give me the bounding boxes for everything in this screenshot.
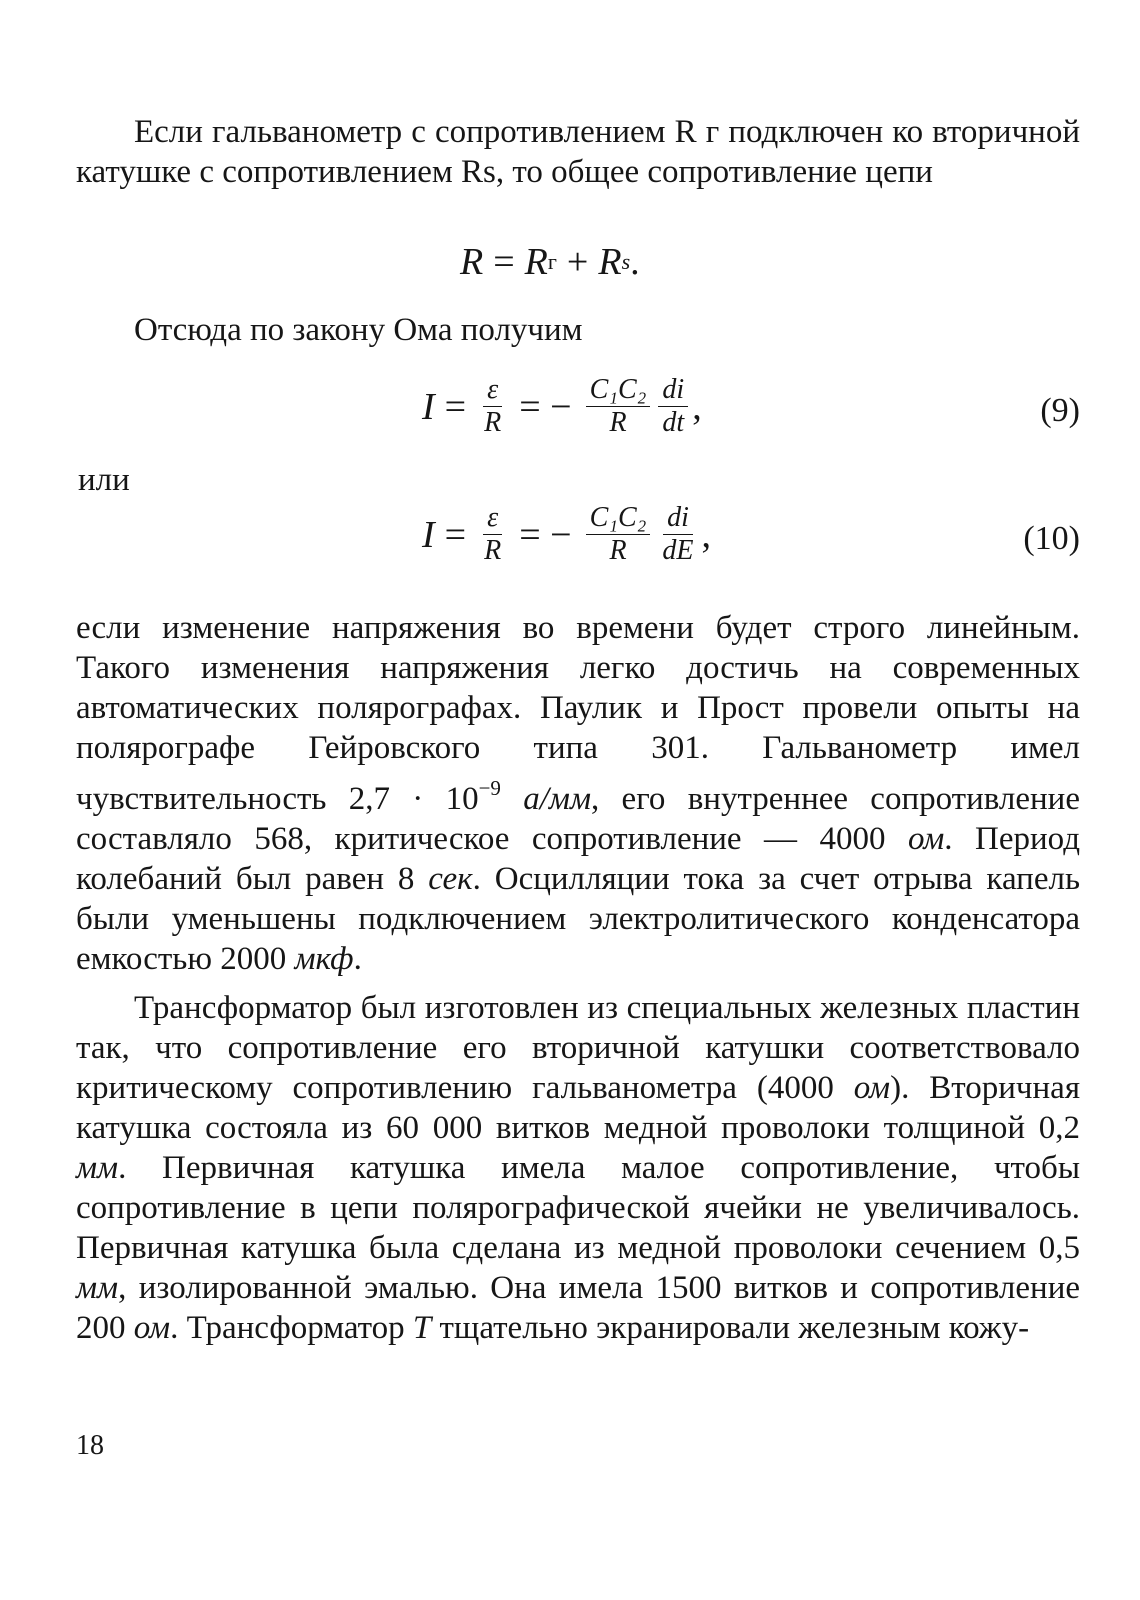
formula-10-frac3-num: di (663, 502, 693, 535)
formula-1-plus: + (566, 241, 589, 283)
formula-9-eq: = (444, 385, 467, 428)
p4-unit-4: ом (133, 1310, 171, 1346)
p3-exponent: −9 (478, 776, 501, 800)
formula-10-frac3-den: dE (662, 535, 694, 566)
p3-part-e: . (353, 941, 362, 977)
formula-10-frac-epsilon (480, 502, 505, 567)
p3-part-b: , его внутреннее сопротивление составляло 568, критическое сопротивление — 4000 (76, 781, 1080, 857)
paragraph-experiment (76, 608, 1080, 979)
page-number: 18 (76, 1430, 104, 1461)
formula-total-resistance (0, 240, 1140, 290)
formula-9-eq2: = − (519, 385, 572, 428)
formula-9-frac-epsilon (480, 374, 505, 439)
equation-number-9: (9) (1040, 392, 1080, 429)
formula-1-lhs: R (460, 241, 484, 283)
formula-1-r1-sub: г (547, 249, 557, 274)
p4-part-e: . Трансформатор (170, 1310, 413, 1346)
p4-part-a: Трансформатор был изготовлен из специальных железных пластин так, что сопротивление его вторичной катушки соответствовало критическому сопротивлению гальванометра (4000 (76, 990, 1080, 1106)
equation-number-10: (10) (1023, 520, 1080, 557)
formula-10-lhs: I (422, 513, 435, 556)
formula-9-frac-c (586, 374, 651, 439)
formula-10-frac1-num: ε (483, 502, 502, 535)
p4-unit-3: мм (76, 1270, 119, 1306)
formula-1-r2: R (598, 241, 622, 283)
formula-9-frac-derivative (658, 374, 688, 439)
formula-9 (0, 370, 1140, 460)
p3-part-a: если изменение напряжения во времени будет строго линейным. Такого изменения напряжения легко достичь на современных автоматических полярографах. Паулик и Прост провели опыты на полярографе Гейровского типа 301. Гальванометр имел чувствительность 2,7 · 10 (76, 610, 1080, 817)
formula-10-eq2: = − (519, 513, 572, 556)
paragraph-transformer (76, 988, 1080, 1348)
p4-unit-1: ом (853, 1070, 891, 1106)
formula-9-frac2-den: R (609, 407, 627, 438)
formula-9-frac3-den: dt (662, 407, 685, 438)
formula-1-end: . (630, 241, 640, 283)
formula-10 (0, 498, 1140, 588)
paragraph-2-text: Отсюда по закону Ома получим (134, 312, 583, 348)
formula-9-frac1-den: R (484, 407, 502, 438)
formula-9-frac1-num: ε (483, 374, 502, 407)
paragraph-4-text (76, 988, 1080, 1348)
p3-unit-2: ом (907, 821, 945, 857)
p3-part-d: . Осцилляции тока за счет отрыва капель были уменьшены подключением электролитического конденсатора емкостью 2000 (76, 861, 1080, 977)
formula-10-end: , (701, 513, 712, 556)
connector-word: или (78, 462, 130, 498)
formula-1-eq: = (493, 241, 515, 283)
formula-10-frac1-den: R (484, 535, 502, 566)
formula-9-lhs: I (422, 385, 435, 428)
formula-10-frac2-den: R (609, 535, 627, 566)
p4-part-b: ). Вторичная катушка состояла из 60 000 витков медной проволоки толщиной 0,2 (76, 1070, 1080, 1146)
p3-unit-3: сек (428, 861, 473, 897)
formula-10-frac-derivative (658, 502, 697, 567)
formula-10-frac-c (586, 502, 651, 567)
p3-part-c: . Период колебаний был равен 8 (76, 821, 1080, 897)
p4-part-c: . Первичная катушка имела малое сопротивление, чтобы сопротивление в цепи полярографической ячейки не увеличивалось. Первичная катушка была сделана из медной проволоки сечением 0,5 (76, 1150, 1080, 1266)
formula-1-r2-sub: s (621, 249, 631, 274)
formula-9-frac3-num: di (658, 374, 688, 407)
paragraph-intro (76, 112, 1080, 192)
paragraph-ohm (76, 310, 1080, 350)
formula-9-end: , (692, 385, 702, 428)
p4-symbol-t: T (412, 1310, 432, 1346)
p3-unit-4: мкф (294, 941, 354, 977)
formula-10-frac2-num: C₁C₂ (586, 502, 651, 535)
formula-10-eq: = (444, 513, 467, 556)
p4-part-d: , изолированной эмалью. Она имела 1500 витков и сопротивление 200 (76, 1270, 1080, 1346)
p4-unit-2: мм (76, 1150, 119, 1186)
p4-part-f: тщательно экранировали железным кожу- (431, 1310, 1030, 1346)
p3-unit-1: а/мм (523, 781, 592, 817)
paragraph-3-text (76, 608, 1080, 979)
formula-9-frac2-num: C₁C₂ (586, 374, 651, 407)
formula-1-r1: R (524, 241, 548, 283)
paragraph-1-text: Если гальванометр с сопротивлением R г подключен ко вторичной катушке с сопротивлением Rs, то общее сопротивление цепи (76, 114, 1080, 190)
